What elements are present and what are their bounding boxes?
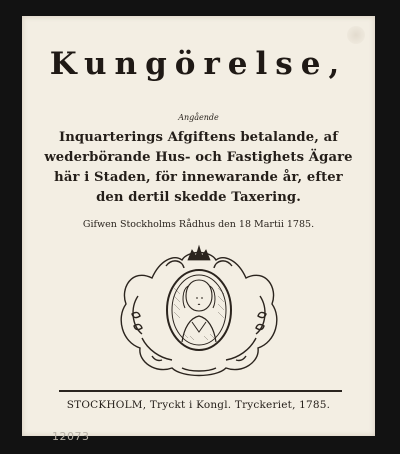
paper-stain [347,26,365,44]
horizontal-rule [59,390,342,392]
printed-page [22,16,375,443]
inventory-number: 12073 [52,430,90,443]
subtitle: Angående [178,113,219,122]
dateline: Gifwen Stockholms Rådhus den 18 Martii 1785. [82,219,315,230]
page-title: Kungörelse, [49,46,348,82]
body-line-1: Inquarterings Afgiftens betalande, af [58,130,339,145]
body-line-2: wederbörande Hus- och Fastighets Ägare [44,150,353,165]
body-line-4: den dertil skedde Taxering. [96,190,301,205]
royal-portrait-emblem [112,238,286,380]
body-line-3: här i Staden, för innewarande år, efter [54,170,343,185]
imprint-line: STOCKHOLM, Tryckt i Kongl. Tryckeriet, 1785. [66,399,331,411]
